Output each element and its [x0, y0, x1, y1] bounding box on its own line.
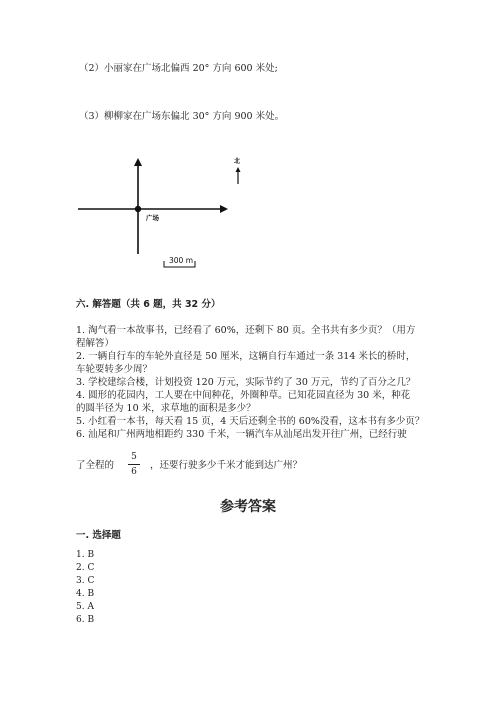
question-6-prefix: 了全程的: [76, 460, 115, 471]
question-line: 3. 学校建综合楼，计划投资 120 万元，实际节约了 30 万元，节约了百分之几？: [76, 377, 416, 388]
scale-label: 300 m: [169, 256, 194, 265]
fraction-denominator: 6: [131, 467, 137, 477]
east-arrow-icon: [220, 205, 228, 213]
answer-item: 4. B: [76, 589, 95, 599]
direction-diagram: [70, 150, 260, 275]
section-6-heading: 六. 解答题（共 6 题，共 32 分）: [76, 299, 221, 310]
square-label: 广场: [146, 214, 159, 222]
question-line: 1. 淘气看一本故事书，已经看了 60%，还剩下 80 页。全书共有多少页？（用方: [76, 325, 416, 336]
answers-section-heading: 一. 选择题: [76, 530, 121, 541]
answer-item: 6. B: [76, 615, 95, 625]
question-line: 6. 汕尾和广州两地相距约 330 千米，一辆汽车从汕尾出发开往广州，已经行驶: [76, 429, 407, 440]
answers-title: 参考答案: [220, 499, 276, 515]
fraction-numerator: 5: [131, 452, 137, 462]
question-6-suffix: ，还要行驶多少千米才能到达广州？: [150, 460, 303, 471]
sub-question-2: （2）小丽家在广场北偏西 20° 方向 600 米处;: [79, 63, 278, 74]
answer-item: 1. B: [76, 550, 95, 560]
question-line: 程解答）: [76, 338, 115, 349]
fraction-bar: [128, 464, 140, 465]
north-label: 北: [234, 158, 241, 165]
question-line: 2. 一辆自行车的车轮外直径是 50 厘米，这辆自行车通过一条 314 米长的桥时，: [76, 351, 416, 362]
question-line: 5. 小红看一本书，每天看 15 页，4 天后还剩全书的 60%没看，这本书有多少页？: [76, 416, 425, 427]
fraction-five-sixths: [128, 452, 140, 477]
sub-question-3: （3）柳柳家在广场东偏北 30° 方向 900 米处。: [79, 111, 285, 122]
answer-item: 3. C: [76, 576, 95, 586]
question-line: 4. 圆形的花园内，工人要在中间种花，外圈种草。已知花园直径为 30 米，种花: [76, 390, 411, 401]
question-line: 车轮要转多少周？: [76, 364, 153, 375]
answer-item: 5. A: [76, 602, 94, 612]
question-line: 的圆半径为 10 米，求草地的面积是多少？: [76, 403, 256, 414]
answer-item: 2. C: [76, 563, 95, 573]
north-arrow-icon-main: [134, 158, 142, 166]
north-indicator-arrow-icon: [236, 167, 241, 172]
square-center-dot: [135, 206, 141, 212]
